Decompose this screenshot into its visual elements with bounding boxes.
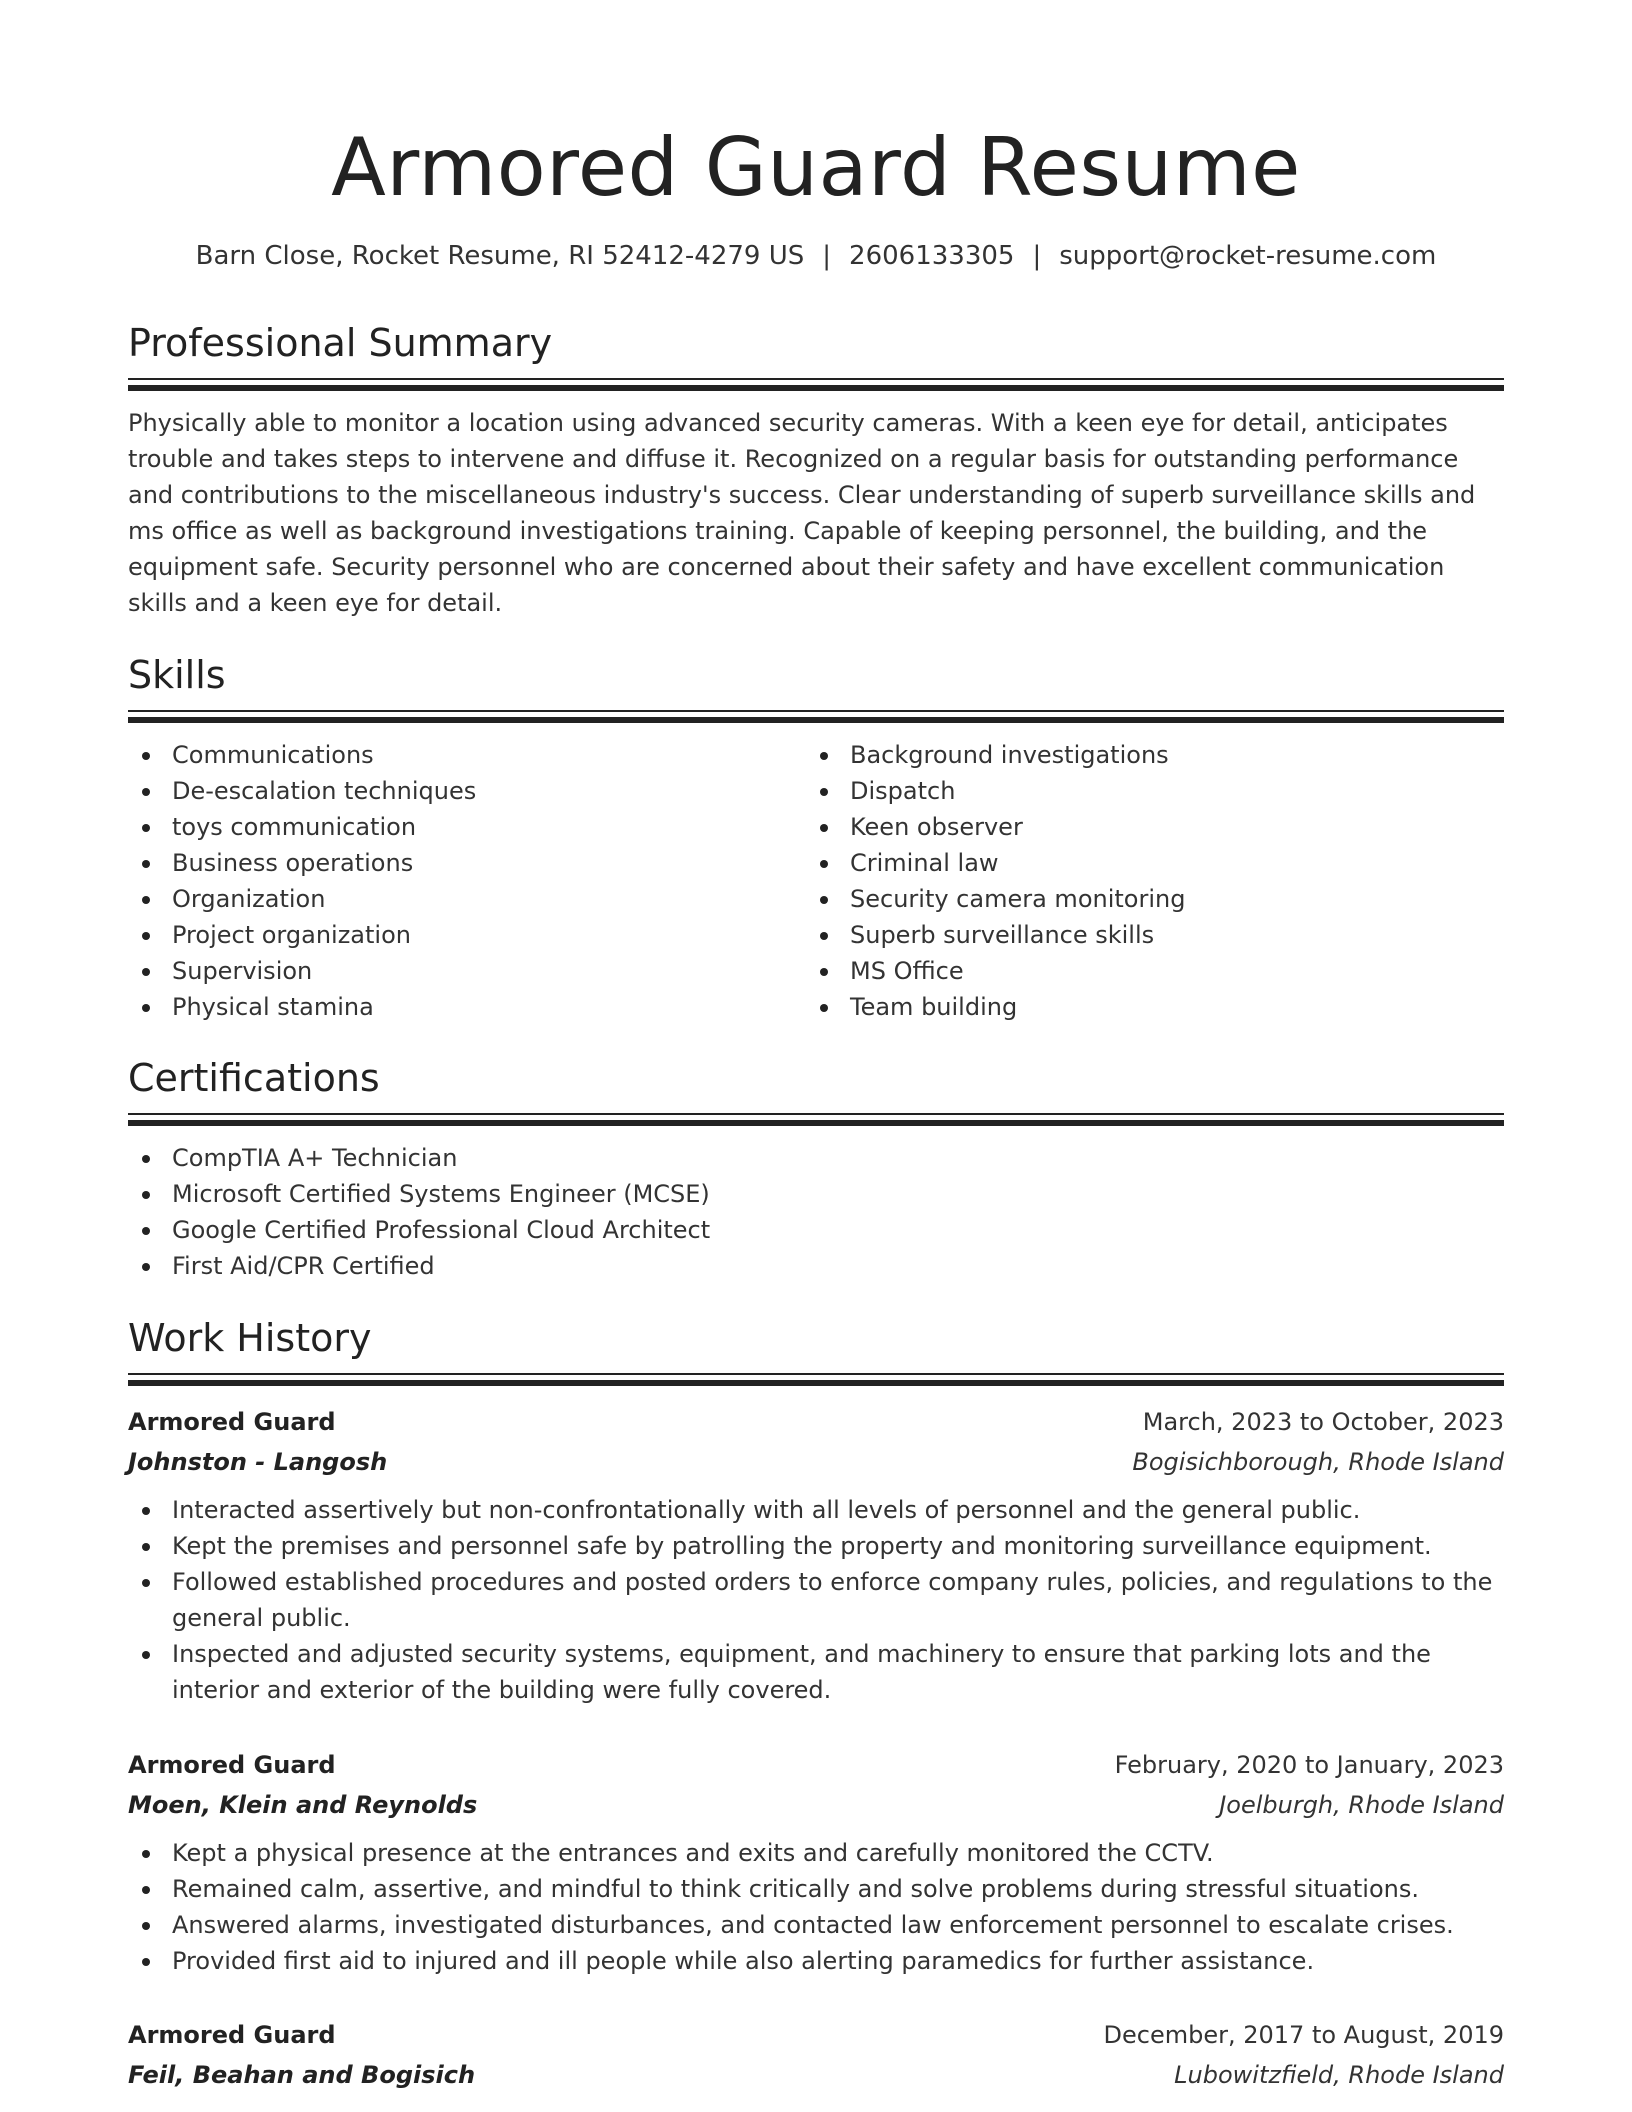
job-location: Bogisichborough, Rhode Island xyxy=(1132,1448,1504,1476)
job-entry xyxy=(128,1402,1504,1708)
skill-item: Physical stamina xyxy=(128,989,806,1025)
job-company-row xyxy=(128,1785,1504,1825)
job-duties-list xyxy=(128,1492,1504,1708)
summary-text: Physically able to monitor a location using advanced security cameras. With a keen eye for detail, anticipates trouble and takes steps to intervene and diffuse it. Recognized on a regular basis for outstanding performance and contributions to the miscellaneous industry's success. Clear understanding of superb surveillance skills and ms office as well as background investigations training. Capable of keeping personnel, the building, and the equipment safe. Security personnel who are concerned about their safety and have excellent communication skills and a keen eye for detail. xyxy=(128,409,1476,617)
certification-item: First Aid/CPR Certified xyxy=(128,1248,1504,1284)
job-dates: February, 2020 to January, 2023 xyxy=(1114,1751,1504,1779)
section-divider xyxy=(128,378,1504,391)
skill-item: Keen observer xyxy=(806,809,1484,845)
skill-item: Project organization xyxy=(128,917,806,953)
section-divider xyxy=(128,710,1504,723)
job-duty: Provided first aid to injured and ill people while also alerting paramedics for further assistance. xyxy=(128,1943,1504,1979)
section-heading-work-history: Work History xyxy=(128,1316,372,1360)
certification-item: CompTIA A+ Technician xyxy=(128,1140,1504,1176)
skill-item: De-escalation techniques xyxy=(128,773,806,809)
skills-columns xyxy=(128,737,1504,1025)
skills-list-right xyxy=(806,737,1484,1025)
job-title: Armored Guard xyxy=(128,2021,336,2049)
contact-line xyxy=(128,238,1504,274)
job-dates: March, 2023 to October, 2023 xyxy=(1142,1408,1504,1436)
skill-item: toys communication xyxy=(128,809,806,845)
work-history-section xyxy=(128,1313,1504,1386)
job-entry xyxy=(128,1745,1504,1979)
skill-item: Criminal law xyxy=(806,845,1484,881)
skill-item: Business operations xyxy=(128,845,806,881)
job-company: Moen, Klein and Reynolds xyxy=(128,1791,478,1819)
contact-phone: 2606133305 xyxy=(849,241,1015,271)
section-heading-summary: Professional Summary xyxy=(128,321,553,365)
job-header-row xyxy=(128,2015,1504,2055)
job-duty: Followed established procedures and posted orders to enforce company rules, policies, and regulations to the general public. xyxy=(128,1564,1504,1636)
certification-item: Microsoft Certified Systems Engineer (MCSE) xyxy=(128,1176,1504,1212)
skill-item: Communications xyxy=(128,737,806,773)
job-company: Johnston - Langosh xyxy=(128,1448,388,1476)
job-duty: Kept a physical presence at the entrances and exits and carefully monitored the CCTV. xyxy=(128,1835,1504,1871)
section-divider xyxy=(128,1373,1504,1386)
skill-item: Background investigations xyxy=(806,737,1484,773)
job-title: Armored Guard xyxy=(128,1751,336,1779)
job-dates: December, 2017 to August, 2019 xyxy=(1103,2021,1504,2049)
skill-item: Team building xyxy=(806,989,1484,1025)
certifications-section xyxy=(128,1053,1504,1284)
page-title: Armored Guard Resume xyxy=(331,121,1301,214)
contact-address: Barn Close, Rocket Resume, RI 52412-4279 US xyxy=(195,241,805,271)
job-location: Lubowitzfield, Rhode Island xyxy=(1174,2061,1504,2089)
section-heading-skills: Skills xyxy=(128,653,226,697)
job-title: Armored Guard xyxy=(128,1408,336,1436)
certifications-list xyxy=(128,1140,1504,1284)
job-company-row xyxy=(128,2055,1504,2095)
skill-item: Supervision xyxy=(128,953,806,989)
job-duty: Answered alarms, investigated disturbances, and contacted law enforcement personnel to escalate crises. xyxy=(128,1907,1504,1943)
job-duty: Inspected and adjusted security systems, equipment, and machinery to ensure that parking lots and the interior and exterior of the building were fully covered. xyxy=(128,1636,1504,1708)
skill-item: Dispatch xyxy=(806,773,1484,809)
job-company: Feil, Beahan and Bogisich xyxy=(128,2061,476,2089)
job-company-row xyxy=(128,1442,1504,1482)
contact-separator: | xyxy=(1032,241,1042,271)
contact-separator: | xyxy=(822,241,832,271)
section-divider xyxy=(128,1113,1504,1126)
skills-list-left xyxy=(128,737,806,1025)
job-duty: Remained calm, assertive, and mindful to think critically and solve problems during stressful situations. xyxy=(128,1871,1504,1907)
job-header-row xyxy=(128,1745,1504,1785)
certification-item: Google Certified Professional Cloud Architect xyxy=(128,1212,1504,1248)
skills-section xyxy=(128,650,1504,1025)
summary-section xyxy=(128,318,1504,621)
job-duties-list xyxy=(128,1835,1504,1979)
contact-email: support@rocket-resume.com xyxy=(1059,241,1437,271)
skill-item: Superb surveillance skills xyxy=(806,917,1484,953)
skill-item: MS Office xyxy=(806,953,1484,989)
job-entry xyxy=(128,2015,1504,2095)
job-duty: Interacted assertively but non-confrontationally with all levels of personnel and the general public. xyxy=(128,1492,1504,1528)
job-duty: Kept the premises and personnel safe by patrolling the property and monitoring surveillance equipment. xyxy=(128,1528,1504,1564)
skill-item: Security camera monitoring xyxy=(806,881,1484,917)
section-heading-certifications: Certifications xyxy=(128,1056,380,1100)
job-location: Joelburgh, Rhode Island xyxy=(1219,1791,1504,1819)
skill-item: Organization xyxy=(128,881,806,917)
job-header-row xyxy=(128,1402,1504,1442)
